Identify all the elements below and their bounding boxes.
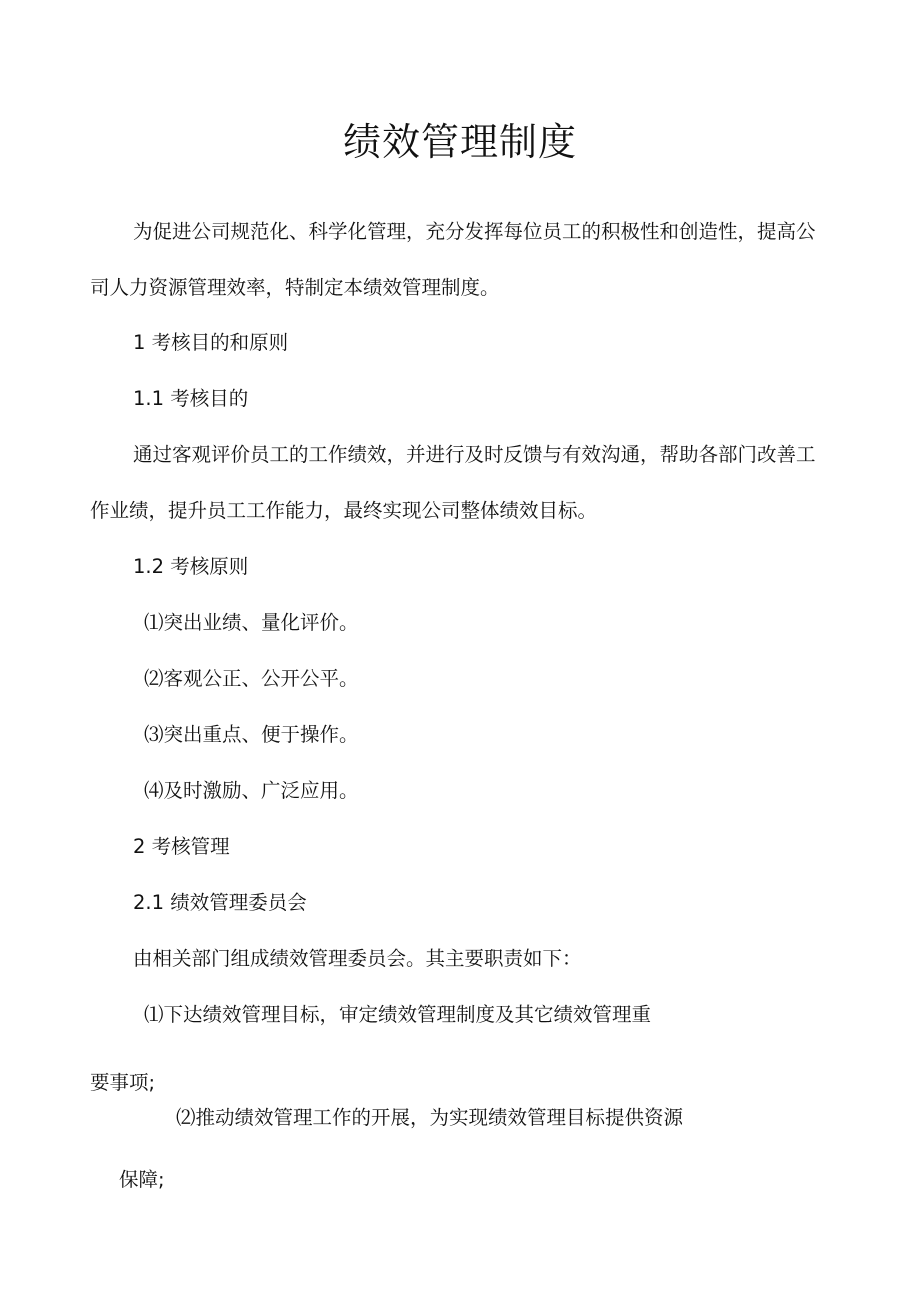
intro-paragraph-line-1: 为促进公司规范化、科学化管理，充分发挥每位员工的积极性和创造性，提高公 (133, 220, 816, 243)
section-1-heading: 1 考核目的和原则 (133, 331, 289, 354)
principle-item: ⑴突出业绩、量化评价。 (144, 611, 359, 634)
duty-item-1-line-1: ⑴下达绩效管理目标，审定绩效管理制度及其它绩效管理重 (144, 1003, 652, 1026)
section-2-heading: 2 考核管理 (133, 835, 230, 858)
intro-paragraph-line-2: 司人力资源管理效率，特制定本绩效管理制度。 (90, 276, 500, 299)
section-2-1-intro: 由相关部门组成绩效管理委员会。其主要职责如下： (133, 947, 582, 970)
duty-item-2-line-2: 保障; (119, 1168, 165, 1191)
principle-item: ⑵客观公正、公开公平。 (144, 667, 359, 690)
section-1-1-paragraph-line-2: 作业绩，提升员工工作能力，最终实现公司整体绩效目标。 (90, 499, 598, 522)
document-title: 绩效管理制度 (342, 120, 577, 164)
principle-item: ⑷及时激励、广泛应用。 (144, 779, 359, 802)
section-1-1-paragraph-line-1: 通过客观评价员工的工作绩效，并进行及时反馈与有效沟通，帮助各部门改善工 (133, 443, 816, 466)
section-1-2-heading: 1.2 考核原则 (133, 555, 249, 578)
duty-item-1-line-2: 要事项; (90, 1071, 156, 1094)
section-2-1-heading: 2.1 绩效管理委员会 (133, 891, 307, 914)
duty-item-2-line-1: ⑵推动绩效管理工作的开展，为实现绩效管理目标提供资源 (176, 1106, 684, 1129)
section-1-1-heading: 1.1 考核目的 (133, 387, 249, 410)
principle-item: ⑶突出重点、便于操作。 (144, 723, 359, 746)
